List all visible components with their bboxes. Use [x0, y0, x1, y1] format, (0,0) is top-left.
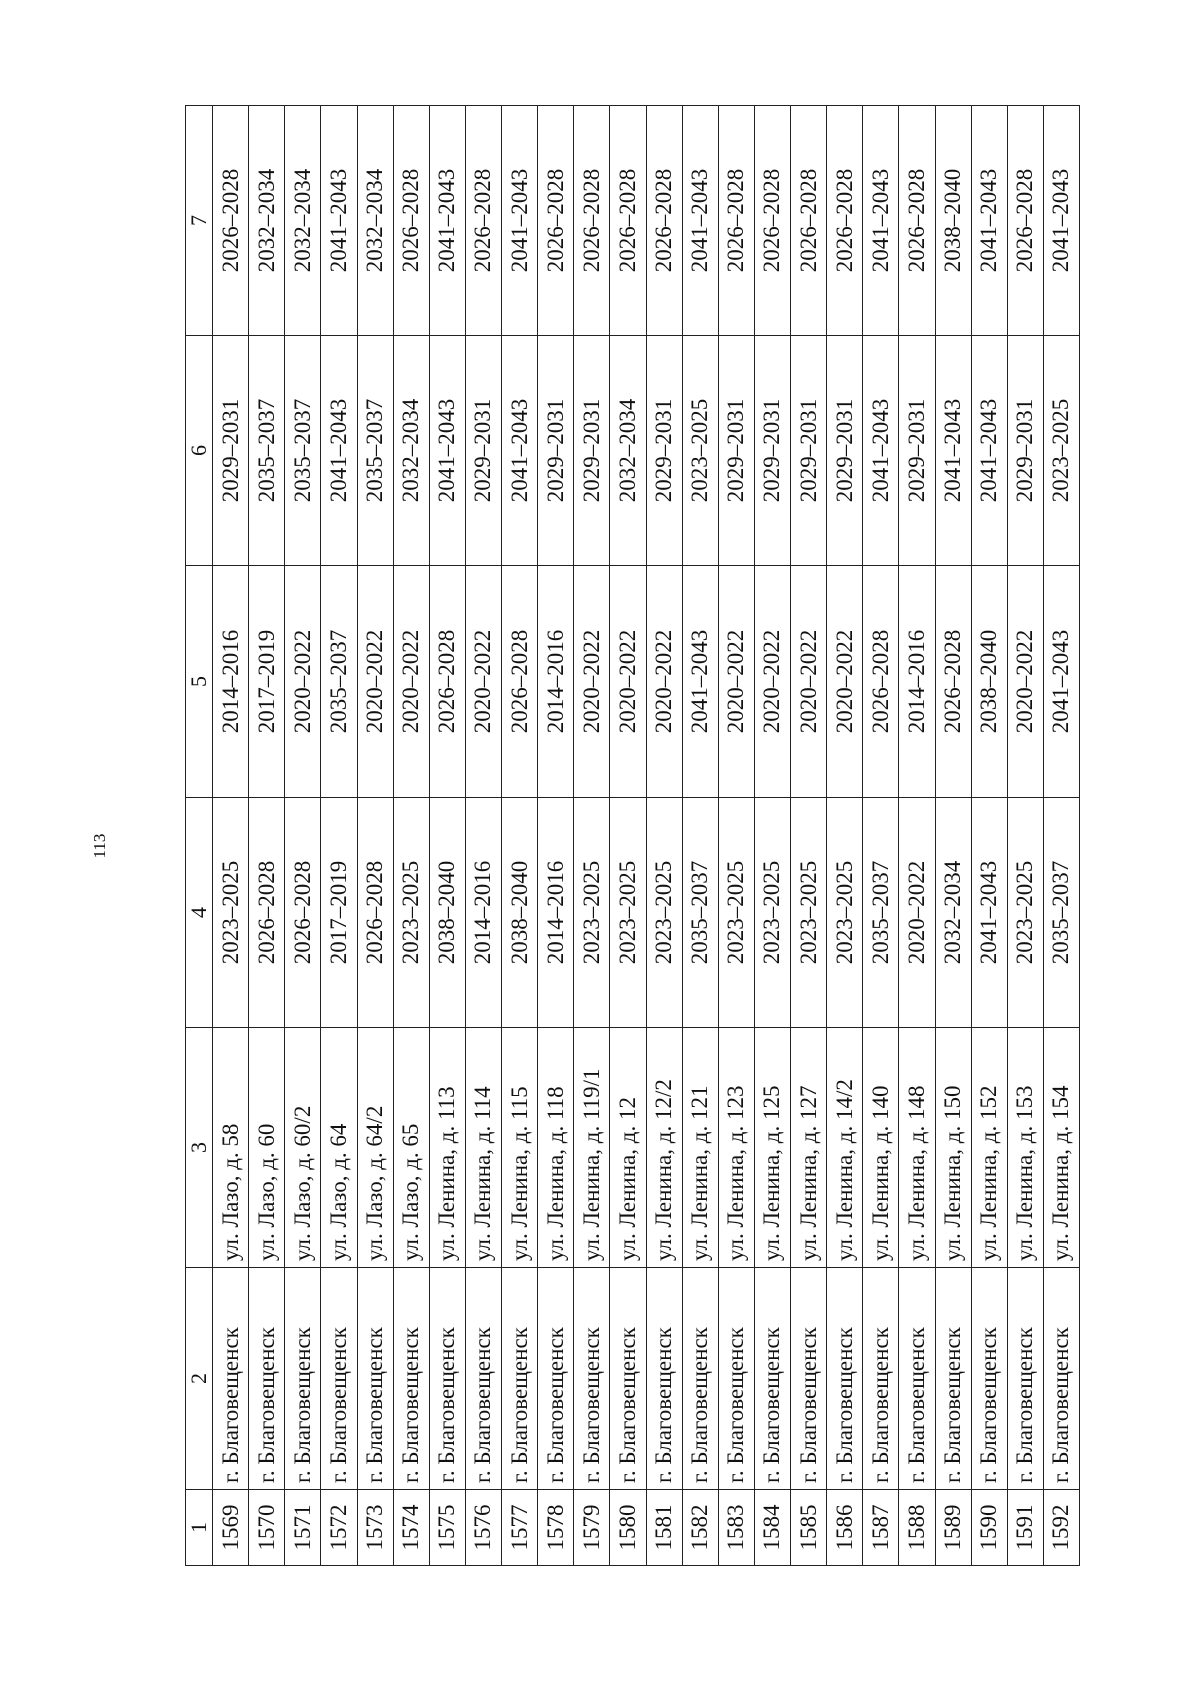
- period-col-7: 2041–2043: [502, 106, 538, 336]
- period-col-5: 2026–2028: [429, 566, 465, 798]
- period-col-6: 2029–2031: [718, 336, 754, 566]
- row-number: 1586: [827, 1490, 863, 1566]
- city-cell: г. Благовещенск: [971, 1268, 1007, 1490]
- table-row: [682, 106, 718, 1566]
- city-cell: г. Благовещенск: [465, 1268, 501, 1490]
- city-cell: г. Благовещенск: [646, 1268, 682, 1490]
- city-cell: г. Благовещенск: [393, 1268, 429, 1490]
- period-col-7: 2041–2043: [321, 106, 357, 336]
- period-col-4: 2023–2025: [213, 798, 249, 1028]
- period-col-5: 2020–2022: [646, 566, 682, 798]
- header-col-5: 5: [186, 566, 213, 798]
- address-cell: ул. Ленина, д. 153: [1007, 1028, 1043, 1268]
- period-col-4: 2038–2040: [429, 798, 465, 1028]
- table-row: [321, 106, 357, 1566]
- period-col-5: 2017–2019: [249, 566, 285, 798]
- period-col-5: 2020–2022: [357, 566, 393, 798]
- period-col-4: 2023–2025: [646, 798, 682, 1028]
- row-number: 1576: [465, 1490, 501, 1566]
- period-col-4: 2023–2025: [574, 798, 610, 1028]
- period-col-6: 2029–2031: [538, 336, 574, 566]
- header-col-1: 1: [186, 1490, 213, 1566]
- city-cell: г. Благовещенск: [610, 1268, 646, 1490]
- period-col-7: 2026–2028: [393, 106, 429, 336]
- address-cell: ул. Ленина, д. 121: [682, 1028, 718, 1268]
- period-col-4: 2026–2028: [357, 798, 393, 1028]
- page-number: 113: [90, 833, 109, 859]
- table-row: [574, 106, 610, 1566]
- header-row: [186, 106, 213, 1566]
- period-col-7: 2041–2043: [682, 106, 718, 336]
- period-col-4: 2020–2022: [899, 798, 935, 1028]
- row-number: 1583: [718, 1490, 754, 1566]
- city-cell: г. Благовещенск: [863, 1268, 899, 1490]
- period-col-6: 2041–2043: [971, 336, 1007, 566]
- period-col-6: 2035–2037: [285, 336, 321, 566]
- row-number: 1589: [935, 1490, 971, 1566]
- city-cell: г. Благовещенск: [827, 1268, 863, 1490]
- period-col-6: 2041–2043: [502, 336, 538, 566]
- row-number: 1575: [429, 1490, 465, 1566]
- period-col-5: 2020–2022: [827, 566, 863, 798]
- header-col-4: 4: [186, 798, 213, 1028]
- period-col-6: 2029–2031: [791, 336, 827, 566]
- rotated-table-frame: [185, 106, 1080, 1566]
- period-col-5: 2014–2016: [538, 566, 574, 798]
- period-col-4: 2026–2028: [285, 798, 321, 1028]
- row-number: 1585: [791, 1490, 827, 1566]
- period-col-6: 2029–2031: [574, 336, 610, 566]
- table-row: [502, 106, 538, 1566]
- period-col-7: 2041–2043: [1043, 106, 1079, 336]
- row-number: 1571: [285, 1490, 321, 1566]
- period-col-7: 2026–2028: [791, 106, 827, 336]
- row-number: 1591: [1007, 1490, 1043, 1566]
- city-cell: г. Благовещенск: [249, 1268, 285, 1490]
- address-cell: ул. Ленина, д. 148: [899, 1028, 935, 1268]
- table-row: [249, 106, 285, 1566]
- period-col-5: 2026–2028: [502, 566, 538, 798]
- table-row: [357, 106, 393, 1566]
- period-col-5: 2020–2022: [754, 566, 790, 798]
- city-cell: г. Благовещенск: [285, 1268, 321, 1490]
- table-row: [863, 106, 899, 1566]
- row-number: 1592: [1043, 1490, 1079, 1566]
- period-col-6: 2023–2025: [682, 336, 718, 566]
- row-number: 1582: [682, 1490, 718, 1566]
- period-col-5: 2014–2016: [899, 566, 935, 798]
- period-col-5: 2020–2022: [574, 566, 610, 798]
- period-col-6: 2023–2025: [1043, 336, 1079, 566]
- period-col-4: 2023–2025: [718, 798, 754, 1028]
- city-cell: г. Благовещенск: [899, 1268, 935, 1490]
- city-cell: г. Благовещенск: [429, 1268, 465, 1490]
- period-col-5: 2026–2028: [863, 566, 899, 798]
- row-number: 1581: [646, 1490, 682, 1566]
- table-row: [827, 106, 863, 1566]
- period-col-4: 2038–2040: [502, 798, 538, 1028]
- address-cell: ул. Ленина, д. 12/2: [646, 1028, 682, 1268]
- address-cell: ул. Лазо, д. 60/2: [285, 1028, 321, 1268]
- period-col-7: 2032–2034: [357, 106, 393, 336]
- period-col-5: 2020–2022: [718, 566, 754, 798]
- period-col-7: 2026–2028: [538, 106, 574, 336]
- address-cell: ул. Ленина, д. 152: [971, 1028, 1007, 1268]
- table-row: [718, 106, 754, 1566]
- address-cell: ул. Лазо, д. 64/2: [357, 1028, 393, 1268]
- period-col-7: 2026–2028: [646, 106, 682, 336]
- period-col-6: 2035–2037: [357, 336, 393, 566]
- table-row: [646, 106, 682, 1566]
- period-col-5: 2026–2028: [935, 566, 971, 798]
- row-number: 1587: [863, 1490, 899, 1566]
- period-col-4: 2023–2025: [610, 798, 646, 1028]
- period-col-6: 2041–2043: [935, 336, 971, 566]
- period-col-6: 2029–2031: [899, 336, 935, 566]
- row-number: 1569: [213, 1490, 249, 1566]
- address-cell: ул. Ленина, д. 118: [538, 1028, 574, 1268]
- address-cell: ул. Лазо, д. 64: [321, 1028, 357, 1268]
- table-row: [285, 106, 321, 1566]
- period-col-6: 2029–2031: [754, 336, 790, 566]
- period-col-6: 2032–2034: [610, 336, 646, 566]
- period-col-7: 2026–2028: [213, 106, 249, 336]
- table-row: [610, 106, 646, 1566]
- period-col-4: 2014–2016: [465, 798, 501, 1028]
- table-container: [185, 106, 1080, 1566]
- row-number: 1590: [971, 1490, 1007, 1566]
- period-col-4: 2035–2037: [682, 798, 718, 1028]
- city-cell: г. Благовещенск: [321, 1268, 357, 1490]
- table-header: [186, 106, 213, 1566]
- address-cell: ул. Лазо, д. 60: [249, 1028, 285, 1268]
- address-cell: ул. Ленина, д. 113: [429, 1028, 465, 1268]
- period-col-6: 2035–2037: [249, 336, 285, 566]
- row-number: 1572: [321, 1490, 357, 1566]
- address-cell: ул. Ленина, д. 123: [718, 1028, 754, 1268]
- period-col-7: 2026–2028: [754, 106, 790, 336]
- period-col-7: 2026–2028: [574, 106, 610, 336]
- period-col-5: 2038–2040: [971, 566, 1007, 798]
- period-col-5: 2020–2022: [465, 566, 501, 798]
- period-col-7: 2041–2043: [863, 106, 899, 336]
- city-cell: г. Благовещенск: [718, 1268, 754, 1490]
- row-number: 1579: [574, 1490, 610, 1566]
- city-cell: г. Благовещенск: [791, 1268, 827, 1490]
- address-cell: ул. Ленина, д. 12: [610, 1028, 646, 1268]
- city-cell: г. Благовещенск: [682, 1268, 718, 1490]
- period-col-4: 2023–2025: [393, 798, 429, 1028]
- period-col-7: 2041–2043: [971, 106, 1007, 336]
- period-col-6: 2041–2043: [863, 336, 899, 566]
- period-col-5: 2020–2022: [1007, 566, 1043, 798]
- address-cell: ул. Ленина, д. 125: [754, 1028, 790, 1268]
- address-cell: ул. Ленина, д. 154: [1043, 1028, 1079, 1268]
- table-row: [538, 106, 574, 1566]
- row-number: 1578: [538, 1490, 574, 1566]
- table-body: [213, 106, 1080, 1566]
- table-row: [1043, 106, 1079, 1566]
- address-cell: ул. Ленина, д. 140: [863, 1028, 899, 1268]
- row-number: 1577: [502, 1490, 538, 1566]
- period-col-6: 2029–2031: [465, 336, 501, 566]
- city-cell: г. Благовещенск: [213, 1268, 249, 1490]
- city-cell: г. Благовещенск: [502, 1268, 538, 1490]
- address-cell: ул. Лазо, д. 65: [393, 1028, 429, 1268]
- period-col-5: 2020–2022: [791, 566, 827, 798]
- table-row: [935, 106, 971, 1566]
- period-col-6: 2029–2031: [1007, 336, 1043, 566]
- table-row: [429, 106, 465, 1566]
- period-col-4: 2041–2043: [971, 798, 1007, 1028]
- header-col-3: 3: [186, 1028, 213, 1268]
- row-number: 1570: [249, 1490, 285, 1566]
- period-col-4: 2023–2025: [1007, 798, 1043, 1028]
- period-col-4: 2032–2034: [935, 798, 971, 1028]
- city-cell: г. Благовещенск: [1007, 1268, 1043, 1490]
- period-col-7: 2041–2043: [429, 106, 465, 336]
- address-cell: ул. Ленина, д. 114: [465, 1028, 501, 1268]
- period-col-4: 2035–2037: [863, 798, 899, 1028]
- period-col-6: 2029–2031: [827, 336, 863, 566]
- period-col-7: 2032–2034: [249, 106, 285, 336]
- period-col-5: 2020–2022: [285, 566, 321, 798]
- period-col-4: 2014–2016: [538, 798, 574, 1028]
- period-col-4: 2023–2025: [827, 798, 863, 1028]
- period-col-6: 2041–2043: [321, 336, 357, 566]
- header-col-7: 7: [186, 106, 213, 336]
- period-col-5: 2041–2043: [1043, 566, 1079, 798]
- period-col-6: 2041–2043: [429, 336, 465, 566]
- period-col-4: 2017–2019: [321, 798, 357, 1028]
- address-cell: ул. Ленина, д. 119/1: [574, 1028, 610, 1268]
- city-cell: г. Благовещенск: [935, 1268, 971, 1490]
- period-col-6: 2029–2031: [213, 336, 249, 566]
- city-cell: г. Благовещенск: [574, 1268, 610, 1490]
- city-cell: г. Благовещенск: [357, 1268, 393, 1490]
- period-col-7: 2026–2028: [1007, 106, 1043, 336]
- table-row: [971, 106, 1007, 1566]
- period-col-4: 2023–2025: [791, 798, 827, 1028]
- table-row: [754, 106, 790, 1566]
- address-cell: ул. Ленина, д. 127: [791, 1028, 827, 1268]
- period-col-5: 2020–2022: [393, 566, 429, 798]
- period-col-7: 2032–2034: [285, 106, 321, 336]
- table-row: [899, 106, 935, 1566]
- row-number: 1574: [393, 1490, 429, 1566]
- period-col-6: 2032–2034: [393, 336, 429, 566]
- table-row: [393, 106, 429, 1566]
- period-col-4: 2023–2025: [754, 798, 790, 1028]
- header-col-6: 6: [186, 336, 213, 566]
- row-number: 1584: [754, 1490, 790, 1566]
- city-cell: г. Благовещенск: [754, 1268, 790, 1490]
- period-col-5: 2035–2037: [321, 566, 357, 798]
- address-cell: ул. Ленина, д. 14/2: [827, 1028, 863, 1268]
- period-col-5: 2020–2022: [610, 566, 646, 798]
- period-col-7: 2026–2028: [718, 106, 754, 336]
- row-number: 1580: [610, 1490, 646, 1566]
- period-col-6: 2029–2031: [646, 336, 682, 566]
- row-number: 1588: [899, 1490, 935, 1566]
- period-col-7: 2038–2040: [935, 106, 971, 336]
- period-col-7: 2026–2028: [465, 106, 501, 336]
- schedule-table: [185, 105, 1080, 1566]
- period-col-7: 2026–2028: [827, 106, 863, 336]
- period-col-5: 2041–2043: [682, 566, 718, 798]
- period-col-4: 2035–2037: [1043, 798, 1079, 1028]
- row-number: 1573: [357, 1490, 393, 1566]
- period-col-7: 2026–2028: [899, 106, 935, 336]
- period-col-5: 2014–2016: [213, 566, 249, 798]
- table-row: [1007, 106, 1043, 1566]
- header-col-2: 2: [186, 1268, 213, 1490]
- city-cell: г. Благовещенск: [1043, 1268, 1079, 1490]
- table-row: [213, 106, 249, 1566]
- period-col-7: 2026–2028: [610, 106, 646, 336]
- address-cell: ул. Лазо, д. 58: [213, 1028, 249, 1268]
- table-row: [791, 106, 827, 1566]
- period-col-4: 2026–2028: [249, 798, 285, 1028]
- table-row: [465, 106, 501, 1566]
- address-cell: ул. Ленина, д. 150: [935, 1028, 971, 1268]
- city-cell: г. Благовещенск: [538, 1268, 574, 1490]
- address-cell: ул. Ленина, д. 115: [502, 1028, 538, 1268]
